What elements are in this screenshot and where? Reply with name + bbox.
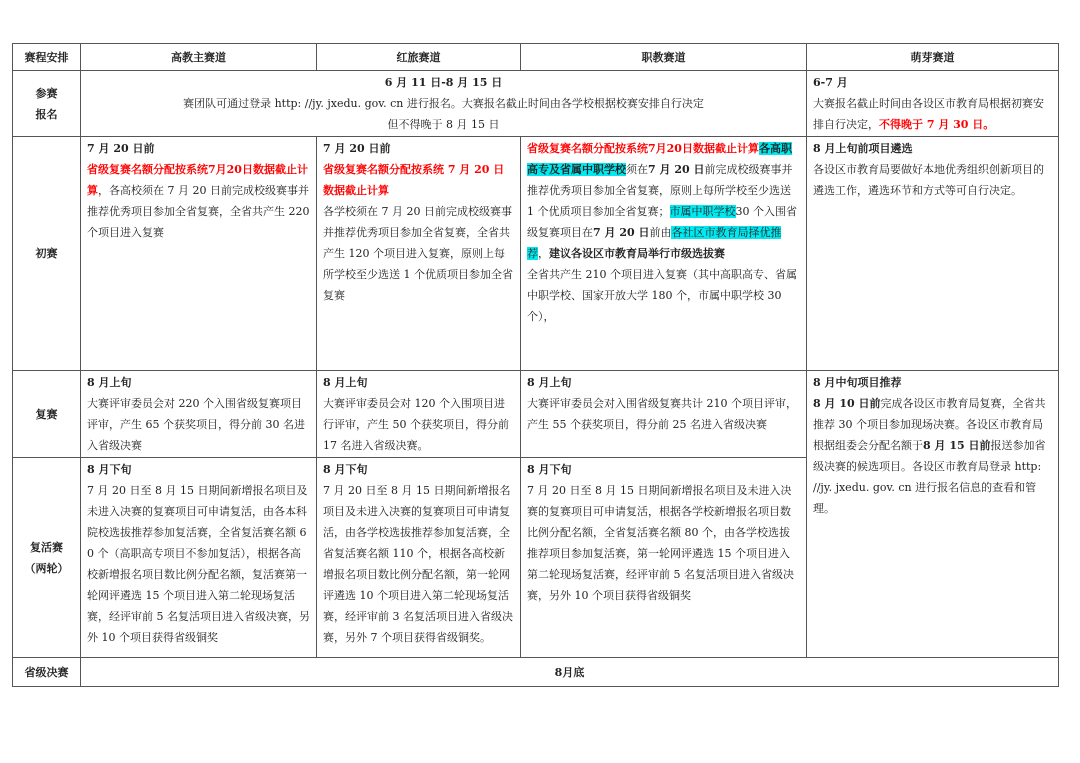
registration-main-cell bbox=[81, 71, 807, 137]
preliminary-vocational-cell: 省级复赛名额分配按系统7月20日数据截止计算各高职高专及省属中职学校须在7 月 20 日前完成校级赛事并推荐优秀项目参加全省复赛，原则上每所学校至少选送 1 个优质项目参加全省复赛；市属中职学校30 个入围省级复赛项目在7 月 20 日前由各社区市教育局择优推荐，建议各设区市教育局举行市级选拔赛 全省共产生 210 个项目进入复赛（其中高职高专、省属中职学校、国家开放大学 180 个，市属中职学校 30 个）， bbox=[521, 137, 807, 371]
semifinal-redtour-cell: 8 月上旬 大赛评审委员会对 120 个入围项目进行评审，产生 50 个获奖项目，得分前 17 名进入省级决赛。 bbox=[317, 371, 521, 458]
header-schedule: 赛程安排 bbox=[13, 44, 81, 71]
registration-deadline: 但不得晚于 8 月 15 日 bbox=[387, 118, 500, 131]
semifinal-sprout-cell: 8 月中旬项目推荐 8 月 10 日前完成各设区市教育局复赛，全省共推荐 30 个项目参加现场决赛。各设区市教育局根据组委会分配名额于8 月 15 日前报送参加省级决赛的候选项目。各设区市教育局登录 http: //jy. jxedu. gov. cn 进行报名信息的查看和管理。 bbox=[807, 371, 1059, 658]
header-red-tour-track: 红旅赛道 bbox=[317, 44, 521, 71]
revival-redtour-cell: 8 月下旬 7 月 20 日至 8 月 15 日期间新增报名项目及未进入决赛的复赛项目可申请复活，由各学校选拔推荐参加复活赛，全省复活赛名额 110 个，根据各高校新增报名项目数比例分配名额，第一轮网评遴选 10 个项目进入第二轮现场复活赛，经评审前 3 名复活项目进入省级决赛，另外 7 个项目获得省级铜奖。 bbox=[317, 458, 521, 658]
final-date: 8月底 bbox=[81, 658, 1059, 687]
preliminary-sprout-cell: 8 月上旬前项目遴选 各设区市教育局要做好本地优秀组织创新项目的遴选工作，遴选环节和方式等可自行决定。 bbox=[807, 137, 1059, 371]
header-sprout-track: 萌芽赛道 bbox=[807, 44, 1059, 71]
registration-sprout-cell bbox=[807, 71, 1059, 137]
preliminary-row bbox=[13, 137, 1059, 371]
header-higher-education-track: 高教主赛道 bbox=[81, 44, 317, 71]
highlight-recommendation: 各社区市教育局择优推荐 bbox=[527, 226, 782, 260]
revival-vocational-cell: 8 月下旬 7 月 20 日至 8 月 15 日期间新增报名项目及未进入决赛的复赛项目可申请复活，根据各学校新增报名项目数比例分配名额，全省复活赛名额 80 个，由各学校选拔推荐项目参加复活赛，第一轮网评遴选 15 个项目进入第二轮现场复活赛，经评审前 5 名复活项目进入省级决赛，另外 10 个项目获得省级铜奖 bbox=[521, 458, 807, 658]
semifinal-row bbox=[13, 371, 1059, 458]
header-vocational-track: 职教赛道 bbox=[521, 44, 807, 71]
header-row bbox=[13, 44, 1059, 71]
highlight-vocational-schools: 各高职高专及省属中职学校 bbox=[527, 142, 792, 176]
registration-row bbox=[13, 71, 1059, 137]
final-row bbox=[13, 658, 1059, 687]
preliminary-redtour-cell: 7 月 20 日前 省级复赛名额分配按系统 7 月 20 日数据截止计算 各学校须在 7 月 20 日前完成校级赛事并推荐优秀项目参加全省复赛，全省共产生 120 个项目进入复赛，原则上每所学校至少选送 1 个优质项目参加全省复赛 bbox=[317, 137, 521, 371]
registration-text: 赛团队可通过登录 http: //jy. jxedu. gov. cn 进行报名。大赛报名截止时间由各学校根据校赛安排自行决定 bbox=[183, 97, 704, 110]
sprout-registration-deadline: 不得晚于 7 月 30 日。 bbox=[879, 118, 995, 131]
preliminary-label: 初赛 bbox=[13, 137, 81, 371]
competition-schedule-table bbox=[12, 43, 1059, 687]
semifinal-vocational-cell: 8 月上旬 大赛评审委员会对入围省级复赛共计 210 个项目评审，产生 55 个获奖项目，得分前 25 名进入省级决赛 bbox=[521, 371, 807, 458]
registration-label: 参赛 报名 bbox=[13, 71, 81, 137]
sprout-registration-date: 6-7 月 bbox=[813, 76, 848, 89]
semifinal-label: 复赛 bbox=[13, 371, 81, 458]
sprout-registration-text: 大赛报名截止时间由各设区市教育局根据初赛安排自行决定， bbox=[813, 97, 1044, 131]
highlight-municipal-schools: 市属中职学校 bbox=[669, 205, 736, 218]
semifinal-higher-cell: 8 月上旬 大赛评审委员会对 220 个入围省级复赛项目评审，产生 65 个获奖项目，得分前 30 名进入省级决赛 bbox=[81, 371, 317, 458]
revival-higher-cell: 8 月下旬 7 月 20 日至 8 月 15 日期间新增报名项目及未进入决赛的复赛项目可申请复活，由各本科院校选拔推荐参加复活赛，全省复活赛名额 60 个（高职高专项目不参加复活），根据各高校新增报名项目数比例分配名额，复活赛第一轮网评遴选 15 个项目进入第二轮现场复活赛，经评审前 5 名复活项目进入省级决赛，另外 10 个项目获得省级铜奖 bbox=[81, 458, 317, 658]
registration-date: 6 月 11 日-8 月 15 日 bbox=[384, 76, 503, 89]
final-label: 省级决赛 bbox=[13, 658, 81, 687]
revival-label: 复活赛 （两轮） bbox=[13, 458, 81, 658]
preliminary-higher-cell: 7 月 20 日前 省级复赛名额分配按系统7月20日数据截止计算，各高校须在 7 月 20 日前完成校级赛事并推荐优秀项目参加全省复赛，全省共产生 220 个项目进入复赛 bbox=[81, 137, 317, 371]
